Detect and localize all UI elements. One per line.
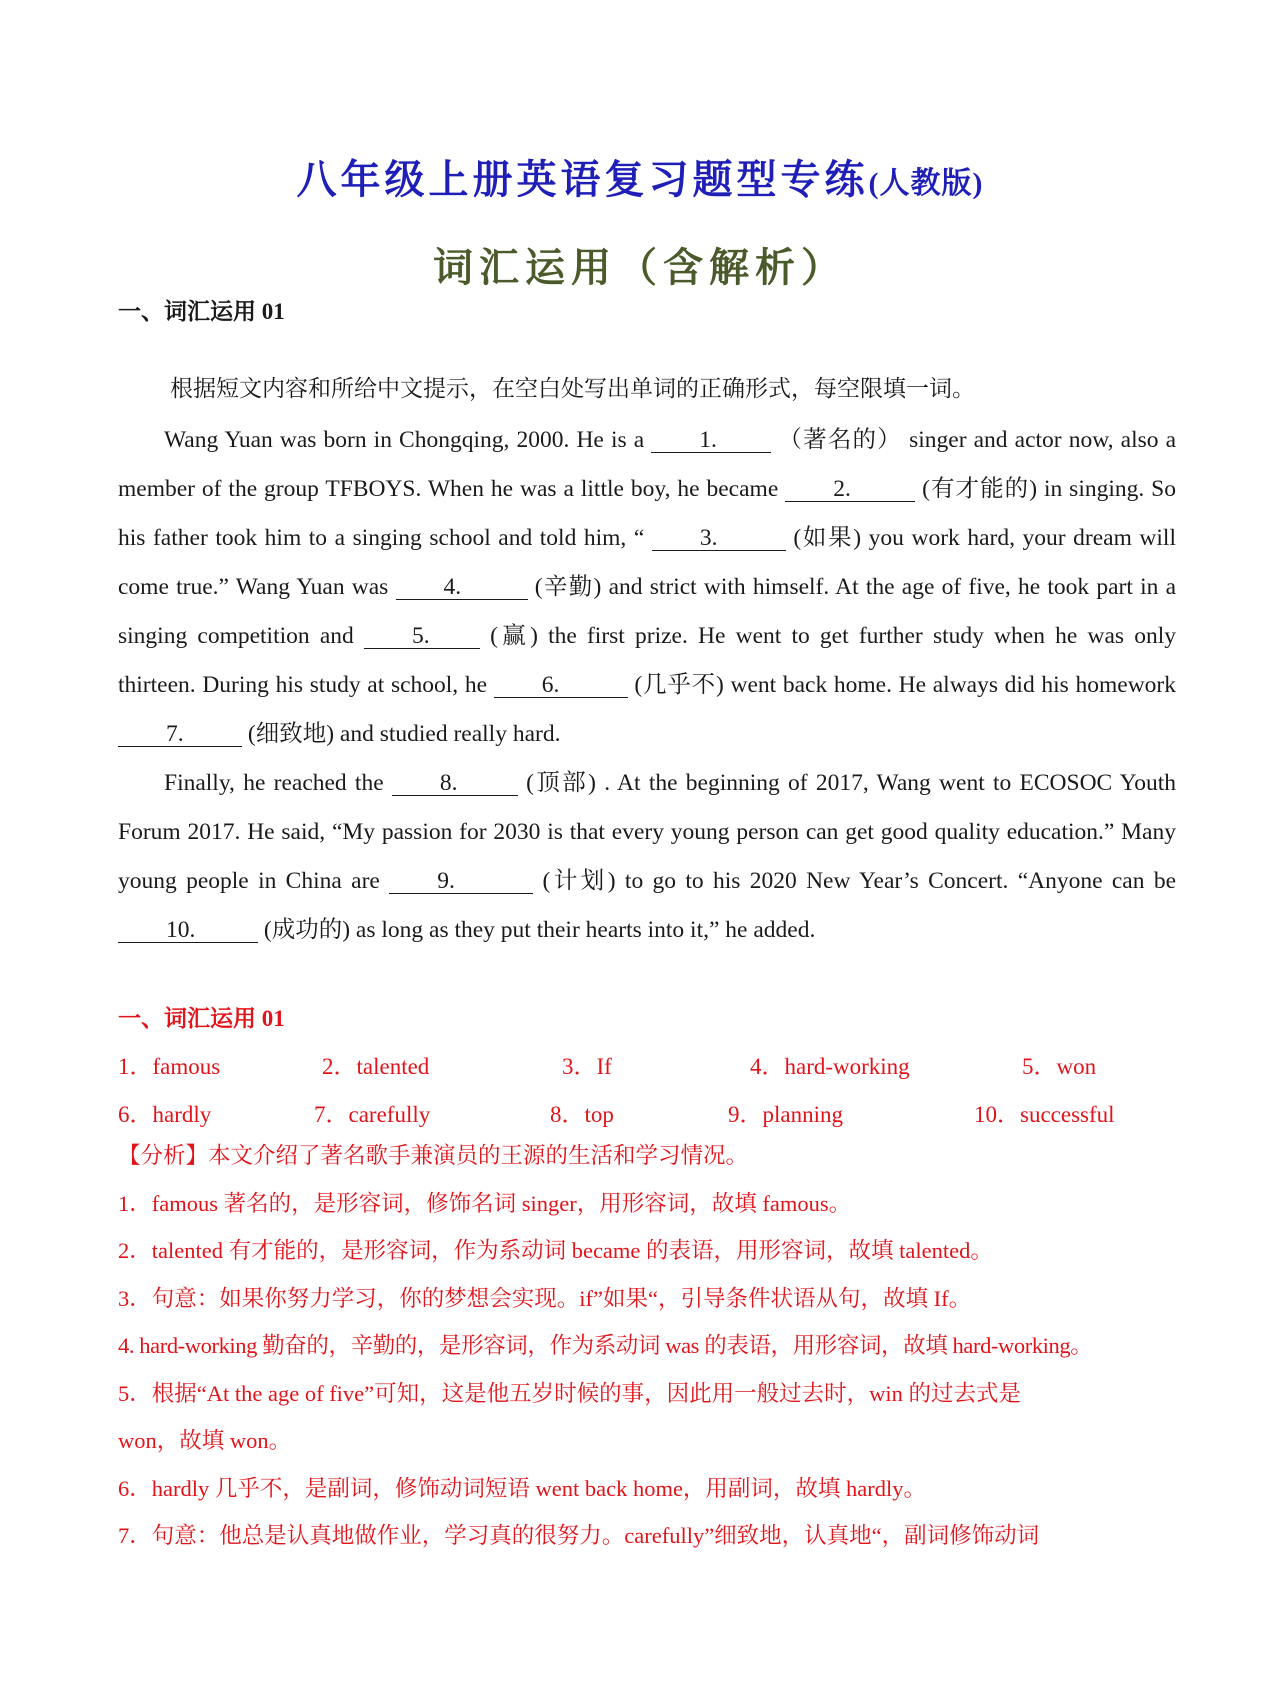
explanation-block bbox=[118, 1132, 1198, 1560]
blank-5[interactable]: 5. bbox=[364, 624, 480, 649]
explanation-line: 1．famous 著名的，是形容词，修饰名词 singer，用形容词，故填 famous。 bbox=[118, 1190, 852, 1216]
answer-item: 2．talented bbox=[322, 1054, 430, 1079]
answer-row-1 bbox=[118, 1048, 1198, 1078]
passage-paragraph-1: Wang Yuan was born in Chongqing, 2000. He is a 1. （著名的） singer and actor now, also a member of the group TFBOYS. When he was a little boy, he became 2. (有才能的) in singing. So his father took him to a singing school and told him, “ 3. (如果) you work hard, your dream will come true.” Wang Yuan was 4. (辛勤) and strict with himself. At the age of five, he took part in a singing competition and 5. (赢) the first prize. He went to get further study when he was only thirteen. During his study at school, he 6. (几乎不) went back home. He always did his homework 7. (细致地) and studied really hard. bbox=[118, 427, 1177, 747]
explanation-line: 2．talented 有才能的，是形容词，作为系动词 became 的表语，用形容词，故填 talented。 bbox=[118, 1238, 993, 1263]
hint-6: (几乎不) bbox=[634, 672, 724, 698]
blank-2[interactable]: 2. bbox=[785, 477, 915, 502]
blank-7[interactable]: 7. bbox=[118, 722, 242, 747]
blank-3[interactable]: 3. bbox=[652, 526, 786, 551]
blank-6[interactable]: 6. bbox=[494, 673, 628, 698]
hint-8: (顶部) bbox=[526, 770, 596, 796]
edition-label: (人教版) bbox=[868, 167, 984, 200]
hint-10: (成功的) bbox=[263, 917, 351, 943]
answer-item: 10．successful bbox=[974, 1102, 1115, 1127]
answer-item: 8．top bbox=[550, 1102, 614, 1127]
page-title: 八年级上册英语复习题型专练(人教版) bbox=[296, 157, 984, 202]
blank-9[interactable]: 9. bbox=[389, 869, 533, 894]
instruction-text: 根据短文内容和所给中文提示，在空白处写出单词的正确形式，每空限填一词。 bbox=[170, 376, 975, 401]
passage-paragraph-2: Finally, he reached the 8. (顶部) . At the beginning of 2017, Wang went to ECOSOC Youth Forum 2017. He said, “My passion for 2030 is that every young person can get good quality education.” Many young people in China are 9. (计划) to go to his 2020 New Year’s Concert. “Anyone can be 10. (成功的) as long as they put their hearts into it,” he added. bbox=[118, 770, 1177, 943]
answer-item: 3．If bbox=[562, 1054, 612, 1079]
hint-9: (计划) bbox=[542, 868, 616, 894]
answer-row-2 bbox=[118, 1096, 1198, 1126]
answer-heading: 一、词汇运用 01 bbox=[118, 1006, 285, 1031]
answer-item: 4．hard-working bbox=[750, 1054, 910, 1079]
explanation-line: 4. hard-working 勤奋的，辛勤的，是形容词，作为系动词 was 的表语，用形容词，故填 hard-working。 bbox=[118, 1333, 1093, 1358]
hint-2: (有才能的) bbox=[922, 476, 1038, 502]
hint-7: (细致地) bbox=[247, 721, 335, 747]
blank-1[interactable]: 1. bbox=[651, 428, 771, 453]
explanation-line: 5．根据“At the age of five”可知，这是他五岁时候的事，因此用一般过去时，win 的过去式是 bbox=[118, 1380, 1022, 1406]
explanation-line: 【分析】本文介绍了著名歌手兼演员的王源的生活和学习情况。 bbox=[118, 1143, 749, 1168]
blank-8[interactable]: 8. bbox=[392, 771, 518, 796]
hint-4: (辛勤) bbox=[534, 574, 602, 600]
answer-item: 6．hardly bbox=[118, 1102, 212, 1127]
passage bbox=[118, 416, 1176, 955]
section-heading: 一、词汇运用 01 bbox=[118, 299, 285, 324]
explanation-line: won，故填 won。 bbox=[118, 1428, 292, 1453]
explanation-line: 6．hardly 几乎不，是副词，修饰动词短语 went back home，用副词，故填 hardly。 bbox=[118, 1475, 927, 1501]
answer-item: 1．famous bbox=[118, 1054, 221, 1079]
blank-10[interactable]: 10. bbox=[118, 918, 258, 943]
hint-1: （著名的） bbox=[778, 427, 902, 453]
page-subtitle: 词汇运用（含解析） bbox=[433, 245, 847, 290]
explanation-line: 3．句意：如果你努力学习，你的梦想会实现。if”如果“，引导条件状语从句，故填 If。 bbox=[118, 1285, 972, 1311]
blank-4[interactable]: 4. bbox=[396, 575, 528, 600]
answer-item: 9．planning bbox=[728, 1102, 843, 1127]
answer-item: 7．carefully bbox=[314, 1102, 431, 1127]
hint-5: (赢) bbox=[490, 623, 538, 649]
hint-3: (如果) bbox=[793, 525, 862, 551]
explanation-line: 7．句意：他总是认真地做作业，学习真的很努力。carefully”细致地，认真地“，副词修饰动词 bbox=[118, 1523, 1040, 1548]
answer-item: 5．won bbox=[1022, 1054, 1097, 1079]
